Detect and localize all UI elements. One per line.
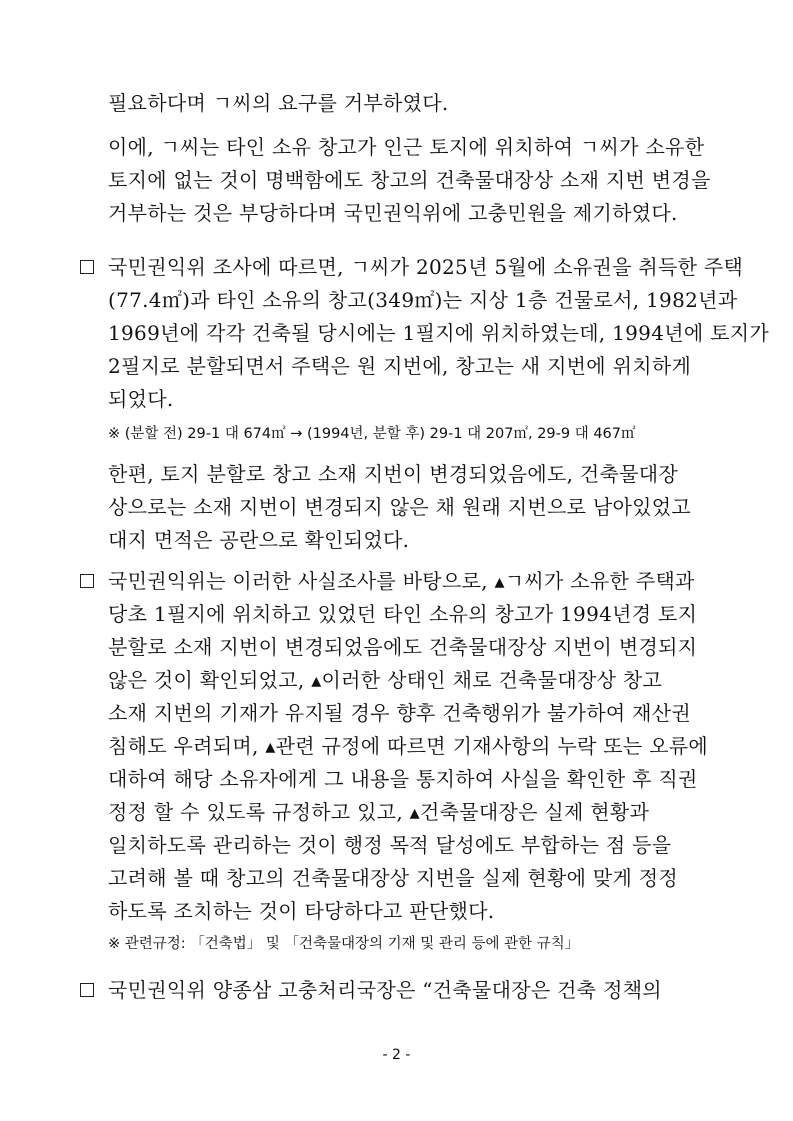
- paragraph-line: 당초 1필지에 위치하고 있었던 타인 소유의 창고가 1994년경 토지: [108, 602, 698, 626]
- paragraph-line: 정정 할 수 있도록 규정하고 있고, ▴건축물대장은 실제 현황과: [108, 800, 650, 824]
- paragraph-line: 국민권익위는 이러한 사실조사를 바탕으로, ▴ㄱ씨가 소유한 주택과: [108, 569, 695, 593]
- paragraph-line: 침해도 우려되며, ▴관련 규정에 따르면 기재사항의 누락 또는 오류에: [108, 734, 708, 758]
- paragraph-line: 토지에 없는 것이 명백함에도 창고의 건축물대장상 소재 지번 변경을: [108, 168, 711, 192]
- paragraph-line: 대지 면적은 공란으로 확인되었다.: [108, 528, 410, 552]
- paragraph-line: 필요하다며 ㄱ씨의 요구를 거부하였다.: [108, 91, 449, 115]
- paragraph-line: 일치하도록 관리하는 것이 행정 목적 달성에도 부합하는 점 등을: [108, 833, 672, 857]
- paragraph-line: 한편, 토지 분할로 창고 소재 지번이 변경되었음에도, 건축물대장: [108, 462, 679, 486]
- paragraph-line: 2필지로 분할되면서 주택은 원 지번에, 창고는 새 지번에 위치하게: [108, 354, 692, 378]
- paragraph-line: 국민권익위 조사에 따르면, ㄱ씨가 2025년 5월에 소유권을 취득한 주택: [108, 255, 744, 279]
- paragraph-line: 1969년에 각각 건축될 당시에는 1필지에 위치하였는데, 1994년에 토지가: [108, 321, 769, 345]
- paragraph-line: 거부하는 것은 부당하다며 국민권익위에 고충민원을 제기하였다.: [108, 201, 678, 225]
- paragraph-line: 이에, ㄱ씨는 타인 소유 창고가 인근 토지에 위치하여 ㄱ씨가 소유한: [108, 135, 705, 159]
- footnote-related-regulations: ※ 관련규정: 「건축법」 및 「건축물대장의 기재 및 관리 등에 관한 규칙」: [108, 936, 580, 952]
- footnote-land-division: ※ (분할 전) 29-1 대 674㎡ → (1994년, 분할 후) 29-1 대 207㎡, 29-9 대 467㎡: [108, 426, 636, 442]
- checkbox-bullet-icon: [80, 983, 94, 997]
- paragraph-line: 않은 것이 확인되었고, ▴이러한 상태인 채로 건축물대장상 창고: [108, 668, 663, 692]
- paragraph-line: 소재 지번의 기재가 유지될 경우 향후 건축행위가 불가하여 재산권: [108, 701, 691, 725]
- page-number: - 2 -: [382, 1047, 411, 1063]
- checkbox-bullet-icon: [80, 574, 94, 588]
- checkbox-bullet-icon: [80, 260, 94, 274]
- paragraph-line: (77.4㎡)과 타인 소유의 창고(349㎡)는 지상 1층 건물로서, 1982년과: [108, 288, 738, 312]
- paragraph-line: 국민권익위 양종삼 고충처리국장은 “건축물대장은 건축 정책의: [108, 978, 662, 1002]
- paragraph-line: 하도록 조치하는 것이 타당하다고 판단했다.: [108, 899, 495, 923]
- paragraph-line: 되었다.: [108, 387, 174, 411]
- paragraph-line: 고려해 볼 때 창고의 건축물대장상 지번을 실제 현황에 맞게 정정: [108, 866, 679, 890]
- paragraph-line: 상으로는 소재 지번이 변경되지 않은 채 원래 지번으로 남아있었고: [108, 495, 691, 519]
- paragraph-line: 대하여 해당 소유자에게 그 내용을 통지하여 사실을 확인한 후 직권: [108, 767, 698, 791]
- paragraph-line: 분할로 소재 지번이 변경되었음에도 건축물대장상 지번이 변경되지: [108, 635, 698, 659]
